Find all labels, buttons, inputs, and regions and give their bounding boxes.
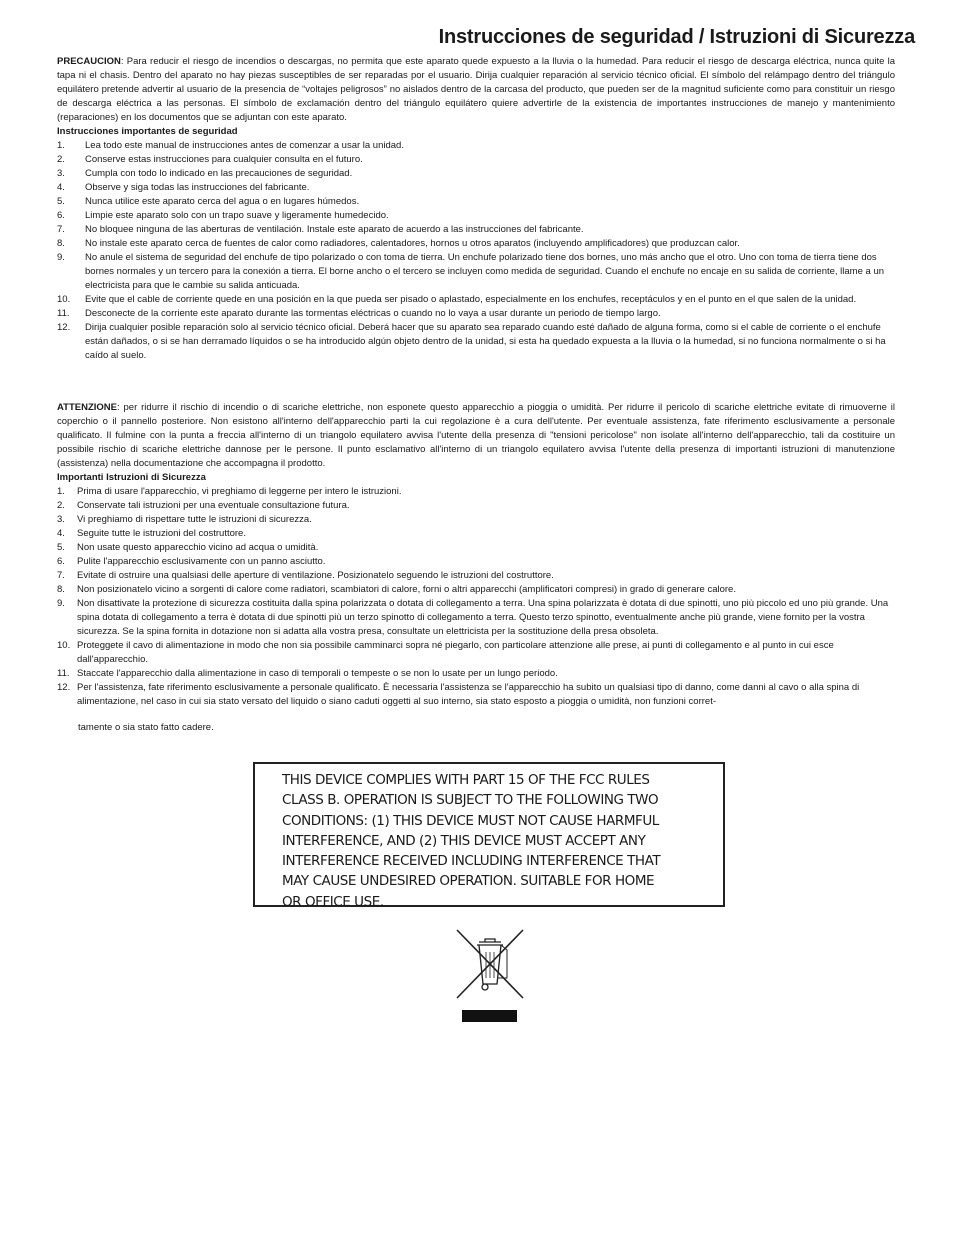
item-text: Conserve estas instrucciones para cualquier consulta en el futuro.: [85, 154, 363, 165]
list-item: [57, 583, 895, 597]
spanish-warning-label: PRECAUCION: [57, 56, 121, 67]
item-text: Evite que el cable de corriente quede en una posición en la que pueda ser pisado o aplastado, especialmente en los enchufes, receptáculos y en el punto en el que salen de la unidad.: [85, 294, 857, 305]
item-number: 12.: [57, 682, 71, 693]
item-text: Desconecte de la corriente este aparato durante las tormentas eléctricas o cuando no lo vaya a usar durante un periodo de tiempo largo.: [85, 308, 661, 319]
item-number: 9.: [57, 598, 65, 609]
item-number: 2.: [57, 154, 65, 165]
item-text: Vi preghiamo di rispettare tutte le istruzioni di sicurezza.: [77, 514, 312, 525]
italian-warning-label: ATTENZIONE: [57, 402, 117, 413]
list-item: [57, 195, 895, 209]
item-number: 11.: [57, 308, 70, 319]
item-number: 2.: [57, 500, 65, 511]
page-title: Instrucciones de seguridad / Istruzioni di Sicurezza: [438, 26, 915, 48]
item-number: 6.: [57, 210, 65, 221]
item-text: Nunca utilice este aparato cerca del agua o en lugares húmedos.: [85, 196, 360, 207]
list-item: [57, 307, 895, 321]
item-number: 7.: [57, 570, 65, 581]
italian-instructions-list: [57, 485, 895, 709]
list-item: [57, 223, 895, 237]
item-text: Prima di usare l'apparecchio, vi preghiamo di leggerne per intero le istruzioni.: [77, 486, 402, 497]
item-number: 10.: [57, 294, 71, 305]
item-number: 9.: [57, 252, 65, 263]
item-text: Pulite l'apparecchio esclusivamente con un panno asciutto.: [77, 556, 326, 567]
fcc-line: OR OFFICE USE.: [282, 893, 384, 910]
item-number: 7.: [57, 224, 65, 235]
item-number: 5.: [57, 542, 65, 553]
item-number: 10.: [57, 640, 71, 651]
fcc-line: INTERFERENCE, AND (2) THIS DEVICE MUST ACCEPT ANY: [282, 832, 646, 849]
item-number: 4.: [57, 182, 65, 193]
list-item: [57, 209, 895, 223]
item-number: 4.: [57, 528, 65, 539]
item-number: 8.: [57, 584, 65, 595]
list-item: [57, 293, 895, 307]
item-text: Evitate di ostruire una qualsiasi delle aperture di ventilazione. Posizionatelo seguendo le istruzioni del costruttore.: [77, 570, 554, 581]
list-item: [57, 181, 895, 195]
weee-marking-bar: [462, 1010, 517, 1022]
italian-warning: [57, 401, 895, 471]
item-text: Conservate tali istruzioni per una eventuale consultazione futura.: [77, 500, 350, 511]
list-item: [57, 251, 895, 293]
crossed-out-wheelie-bin-icon: [455, 928, 525, 1000]
fcc-line: CLASS B. OPERATION IS SUBJECT TO THE FOLLOWING TWO: [282, 792, 659, 809]
spanish-warning-text: : Para reducir el riesgo de incendios o descargas, no permita que este aparato quede expuesto a la lluvia o la humedad. Para reducir el riesgo de descarga eléctrica, nunca quite la tapa ni el chasis. Dentro del aparato no hay piezas susceptibles de ser reparadas por el usuario. Dirija cualquier reparación al servicio técnico oficial. El símbolo del relámpago dentro del triángulo equilátero pretende advertir al usuario de la presencia de “voltajes peligrosos” no aislados dentro de la carcasa del producto, que pueden ser de la magnitud suficiente como para constituir un riesgo de descarga eléctrica a las personas. El símbolo de exclamación dentro del triángulo equilátero quiere advertirle de la existencia de importantes instrucciones de manejo y mantenimiento (reparaciones) en los documentos que se adjuntan con este aparato.: [57, 56, 895, 123]
item-text: Seguite tutte le istruzioni del costruttore.: [77, 528, 246, 539]
list-item: [57, 499, 895, 513]
italian-safety-section: [57, 401, 895, 735]
italian-instructions-heading: Importanti Istruzioni di Sicurezza: [57, 472, 206, 483]
spanish-warning: [57, 55, 895, 125]
item-text: No bloquee ninguna de las aberturas de ventilación. Instale este aparato de acuerdo a las instrucciones del fabricante.: [85, 224, 584, 235]
list-item: [57, 139, 895, 153]
item-text: Proteggete il cavo di alimentazione in modo che non sia possibile camminarci sopra né piegarlo, con particolare attenzione alle prese, ai punti di collegamento e al punto in cui esce dall'apparecchio.: [77, 640, 834, 665]
item-number: 1.: [57, 486, 65, 497]
fcc-line: MAY CAUSE UNDESIRED OPERATION. SUITABLE FOR HOME: [282, 873, 655, 890]
item-number: 3.: [57, 168, 65, 179]
spanish-instructions-heading: Instrucciones importantes de seguridad: [57, 126, 238, 137]
item-number: 3.: [57, 514, 65, 525]
fcc-line: THIS DEVICE COMPLIES WITH PART 15 OF THE FCC RULES: [282, 772, 650, 788]
item-text: Dirija cualquier posible reparación solo al servicio técnico oficial. Deberá hacer que su aparato sea reparado cuando esté dañado de alguna forma, como si el cable de corriente o el enchufe están dañados, o si se han derramado líquidos o se ha introducido algún objeto dentro de la unidad, si esta ha quedado expuesta a la lluvia o la humedad, si no funciona normalmente o si ha caído al suelo.: [85, 322, 886, 361]
italian-item-12-continuation: tamente o sia stato fatto cadere.: [78, 722, 214, 733]
list-item: [57, 541, 895, 555]
item-text: Observe y siga todas las instrucciones del fabricante.: [85, 182, 310, 193]
item-text: Limpie este aparato solo con un trapo suave y ligeramente humedecido.: [85, 210, 389, 221]
item-text: No anule el sistema de seguridad del enchufe de tipo polarizado o con toma de tierra. Un enchufe polarizado tiene dos bornes, uno más ancho que el otro. Uno con toma de tierra tiene dos bornes normales y un tercero para la conexión a tierra. El borne ancho o el tercero se incluyen como medida de seguridad. Cuando el enchufe no encaje en su salida de corriente, llame a un electricista para que le cambie su salida anticuada.: [85, 252, 885, 291]
item-text: Non posizionatelo vicino a sorgenti di calore come radiatori, scambiatori di calore, forni o altri apparecchi (amplificatori compresi) in grado di generare calore.: [77, 584, 736, 595]
item-number: 5.: [57, 196, 65, 207]
list-item: [57, 555, 895, 569]
fcc-compliance-box: [253, 762, 725, 910]
item-text: Non usate questo apparecchio vicino ad acqua o umidità.: [77, 542, 319, 553]
list-item: [57, 597, 895, 639]
item-number: 1.: [57, 140, 65, 151]
list-item: [57, 237, 895, 251]
item-number: 6.: [57, 556, 65, 567]
fcc-line: CONDITIONS: (1) THIS DEVICE MUST NOT CAUSE HARMFUL: [282, 812, 659, 829]
spanish-safety-section: [57, 55, 895, 363]
spanish-instructions-list: [57, 139, 895, 363]
list-item: [57, 513, 895, 527]
italian-warning-text: : per ridurre il rischio di incendio o di scariche elettriche, non esponete questo apparecchio a pioggia o umidità. Per ridurre il pericolo di scariche elettriche evitate di rimuoverne il coperchio o il pannello posteriore. Non esistono all'interno dell'apparecchio parti la cui regolazione è a cura dell'utente. Per eventuale assistenza, fate riferimento esclusivamente a personale qualificato. Il fulmine con la punta a freccia all'interno di un triangolo equilatero avvisa l'utente della presenza di "tensioni pericolose" non isolate all'interno dell'apparecchio, tali da costituire un possibile rischio di scariche elettriche dannose per le persone. Il punto esclamativo all'interno di un triangolo equilatero avvisa l'utente della presenza di importanti istruzioni di manutenzione (assistenza) nella documentazione che accompagna il prodotto.: [57, 402, 895, 469]
item-text: Staccate l'apparecchio dalla alimentazione in caso di temporali o tempeste o se non lo usate per un lungo periodo.: [77, 668, 558, 679]
item-text: Lea todo este manual de instrucciones antes de comenzar a usar la unidad.: [85, 140, 404, 151]
item-number: 12.: [57, 322, 71, 333]
list-item: [57, 639, 895, 667]
list-item: [57, 527, 895, 541]
item-number: 8.: [57, 238, 65, 249]
item-number: 11.: [57, 668, 70, 679]
list-item: [57, 569, 895, 583]
item-text: Per l'assistenza, fate riferimento esclusivamente a personale qualificato. È necessaria l'assistenza se l'apparecchio ha subito un qualsiasi tipo di danno, come danni al cavo o alla spina di alimentazione, nel caso in cui sia stato versato del liquido o siano caduti oggetti al suo interno, sia stato esposto a pioggia o umidità, non funzioni corret-: [77, 682, 860, 707]
item-text: Non disattivate la protezione di sicurezza costituita dalla spina polarizzata o dotata di collegamento a terra. Una spina polarizzata è dotata di due spinotti, uno più piccolo ed uno più grande. Una spina dotata di collegamento a terra è dotata di due spinotti più un terzo spinotto di collegamento a terra. Questo terzo spinotto, eventualmente anche più grande, viene fornito per la vostra sicurezza. Se la spina fornita in dotazione non si adatta alla vostra presa, consultate un elettricista per la sostituzione della presa obsoleta.: [77, 598, 889, 637]
item-text: No instale este aparato cerca de fuentes de calor como radiadores, calentadores, hornos u otros aparatos (incluyendo amplificadores) que produzcan calor.: [85, 238, 740, 249]
list-item: [57, 153, 895, 167]
list-item: [57, 485, 895, 499]
list-item: [57, 667, 895, 681]
list-item: [57, 321, 895, 363]
fcc-line: INTERFERENCE RECEIVED INCLUDING INTERFERENCE THAT: [282, 853, 661, 870]
item-text: Cumpla con todo lo indicado en las precauciones de seguridad.: [85, 168, 353, 179]
list-item: [57, 681, 895, 709]
list-item: [57, 167, 895, 181]
